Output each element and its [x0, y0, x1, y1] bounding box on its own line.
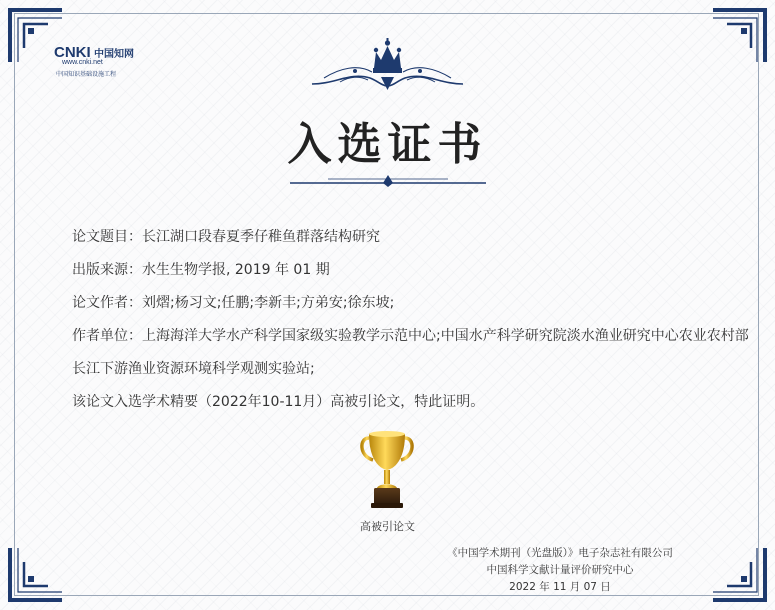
cnki-logo: [54, 44, 150, 80]
cnki-logo-subtitle: 中国知识基础设施工程: [56, 71, 117, 78]
field-value: 长江下游渔业资源环境科学观测实验站;: [72, 361, 315, 377]
field-certification-statement: [72, 391, 732, 424]
field-publication-source: [72, 259, 732, 292]
corner-ornament-top-right: [711, 8, 767, 64]
field-affiliation: [72, 325, 749, 358]
field-authors: [72, 292, 732, 325]
field-value: 刘熠;杨习文;任鹏;李新丰;方弟安;徐东坡;: [142, 295, 395, 311]
cnki-logo-url: www.cnki.net: [62, 59, 103, 66]
field-label: 作者单位：: [72, 328, 142, 344]
field-value: 水生生物学报, 2019 年 01 期: [142, 262, 330, 278]
field-paper-title: [72, 226, 732, 259]
field-value: 上海海洋大学水产科学国家级实验教学示范中心;中国水产科学研究院淡水渔业研究中心农业农村部: [142, 328, 749, 344]
field-label: 论文作者：: [72, 295, 142, 311]
award-caption: 高被引论文: [360, 520, 415, 533]
corner-ornament-bottom-right: [711, 546, 767, 602]
corner-ornament-bottom-left: [8, 546, 64, 602]
title-underline-ornament: [288, 174, 488, 188]
field-affiliation-continued: [72, 358, 732, 391]
issuer-block: [430, 545, 690, 596]
issuer-center: 中国科学文献计量评价研究中心: [486, 564, 634, 576]
field-value: 长江湖口段春夏季仔稚鱼群落结构研究: [142, 229, 380, 245]
crown-ornament-icon: [310, 38, 465, 94]
issue-date: 2022 年 11 月 07 日: [509, 581, 611, 593]
field-value: 该论文入选学术精要（2022年10-11月）高被引论文，特此证明。: [72, 394, 485, 410]
field-label: 出版来源：: [72, 262, 142, 278]
certificate-fields: [72, 226, 749, 424]
cnki-logo-chinese-name: 中国知网: [94, 49, 134, 60]
cnki-logo-mark: CNKI: [54, 44, 91, 61]
certificate-title: 入选证书: [287, 119, 488, 170]
issuer-publisher: 《中国学术期刊（光盘版）》电子杂志社有限公司: [447, 547, 673, 559]
field-label: 论文题目：: [72, 229, 142, 245]
trophy-icon: [357, 430, 417, 512]
